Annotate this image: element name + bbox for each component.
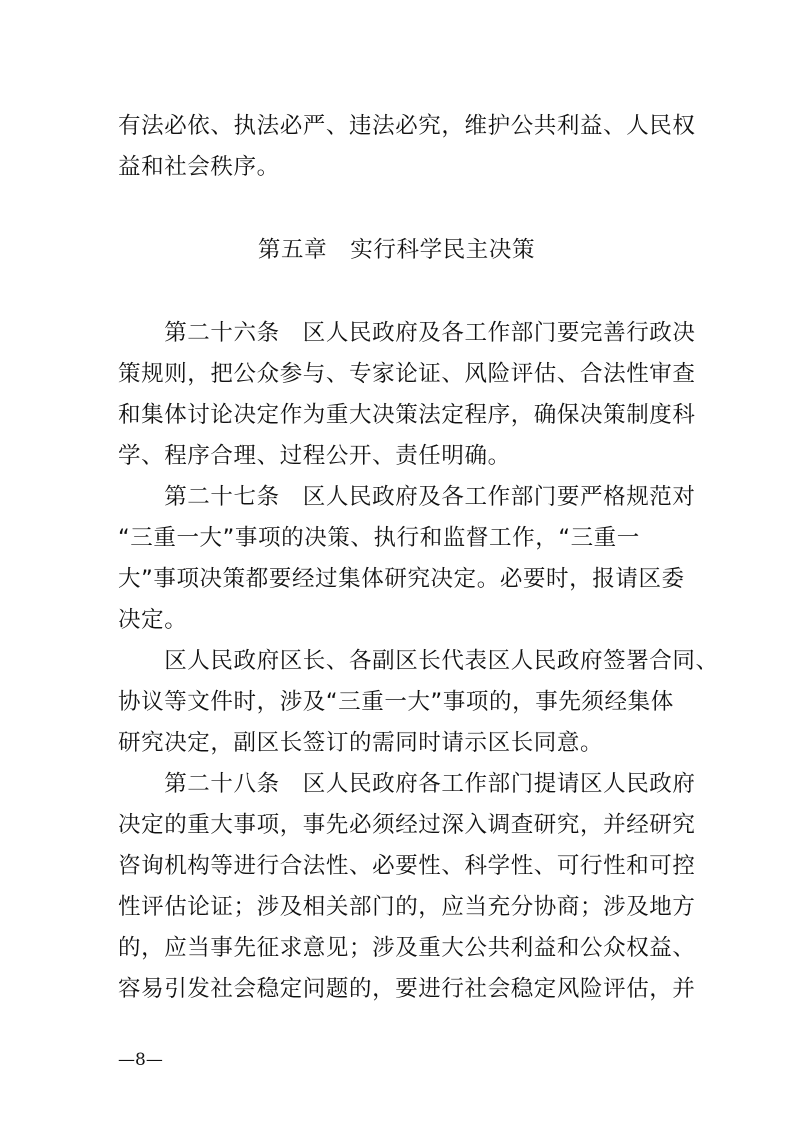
body-text-line: 第二十六条 区人民政府及各工作部门要完善行政决 (118, 320, 696, 346)
body-text-line: 决定的重大事项，事先必须经过深入调查研究，并经研究 (118, 812, 696, 838)
chapter-heading: 第五章 实行科学民主决策 (257, 237, 536, 263)
body-text-line: 策规则，把公众参与、专家论证、风险评估、合法性审查 (118, 361, 696, 387)
body-text-line: 有法必依、执法必严、违法必究，维护公共利益、人民权 (118, 113, 696, 139)
body-text-line: 第二十八条 区人民政府各工作部门提请区人民政府 (118, 771, 696, 797)
body-text-line: 学、程序合理、过程公开、责任明确。 (118, 443, 511, 469)
body-text-line: 益和社会秩序。 (118, 154, 280, 180)
body-text-line: “三重一大”事项的决策、执行和监督工作，“三重一 (118, 525, 640, 551)
body-text-line: 第二十七条 区人民政府及各工作部门要严格规范对 (118, 484, 696, 510)
body-text-line: 容易引发社会稳定问题的，要进行社会稳定风险评估，并 (118, 976, 696, 1002)
body-text-line: 决定。 (118, 607, 188, 633)
body-text-line: 区人民政府区长、各副区长代表区人民政府签署合同、 (118, 648, 719, 674)
page-number: —8— (118, 1050, 163, 1070)
body-text-line: 研究决定，副区长签订的需同时请示区长同意。 (118, 730, 604, 756)
body-text-line: 性评估论证；涉及相关部门的，应当充分协商；涉及地方 (118, 894, 696, 920)
body-text-line: 协议等文件时，涉及“三重一大”事项的，事先须经集体 (118, 689, 674, 715)
body-text-line: 大”事项决策都要经过集体研究决定。必要时，报请区委 (118, 566, 685, 592)
body-text-line: 和集体讨论决定作为重大决策法定程序，确保决策制度科 (118, 402, 696, 428)
body-text-line: 咨询机构等进行合法性、必要性、科学性、可行性和可控 (118, 853, 696, 879)
body-text-line: 的，应当事先征求意见；涉及重大公共利益和公众权益、 (118, 935, 696, 961)
